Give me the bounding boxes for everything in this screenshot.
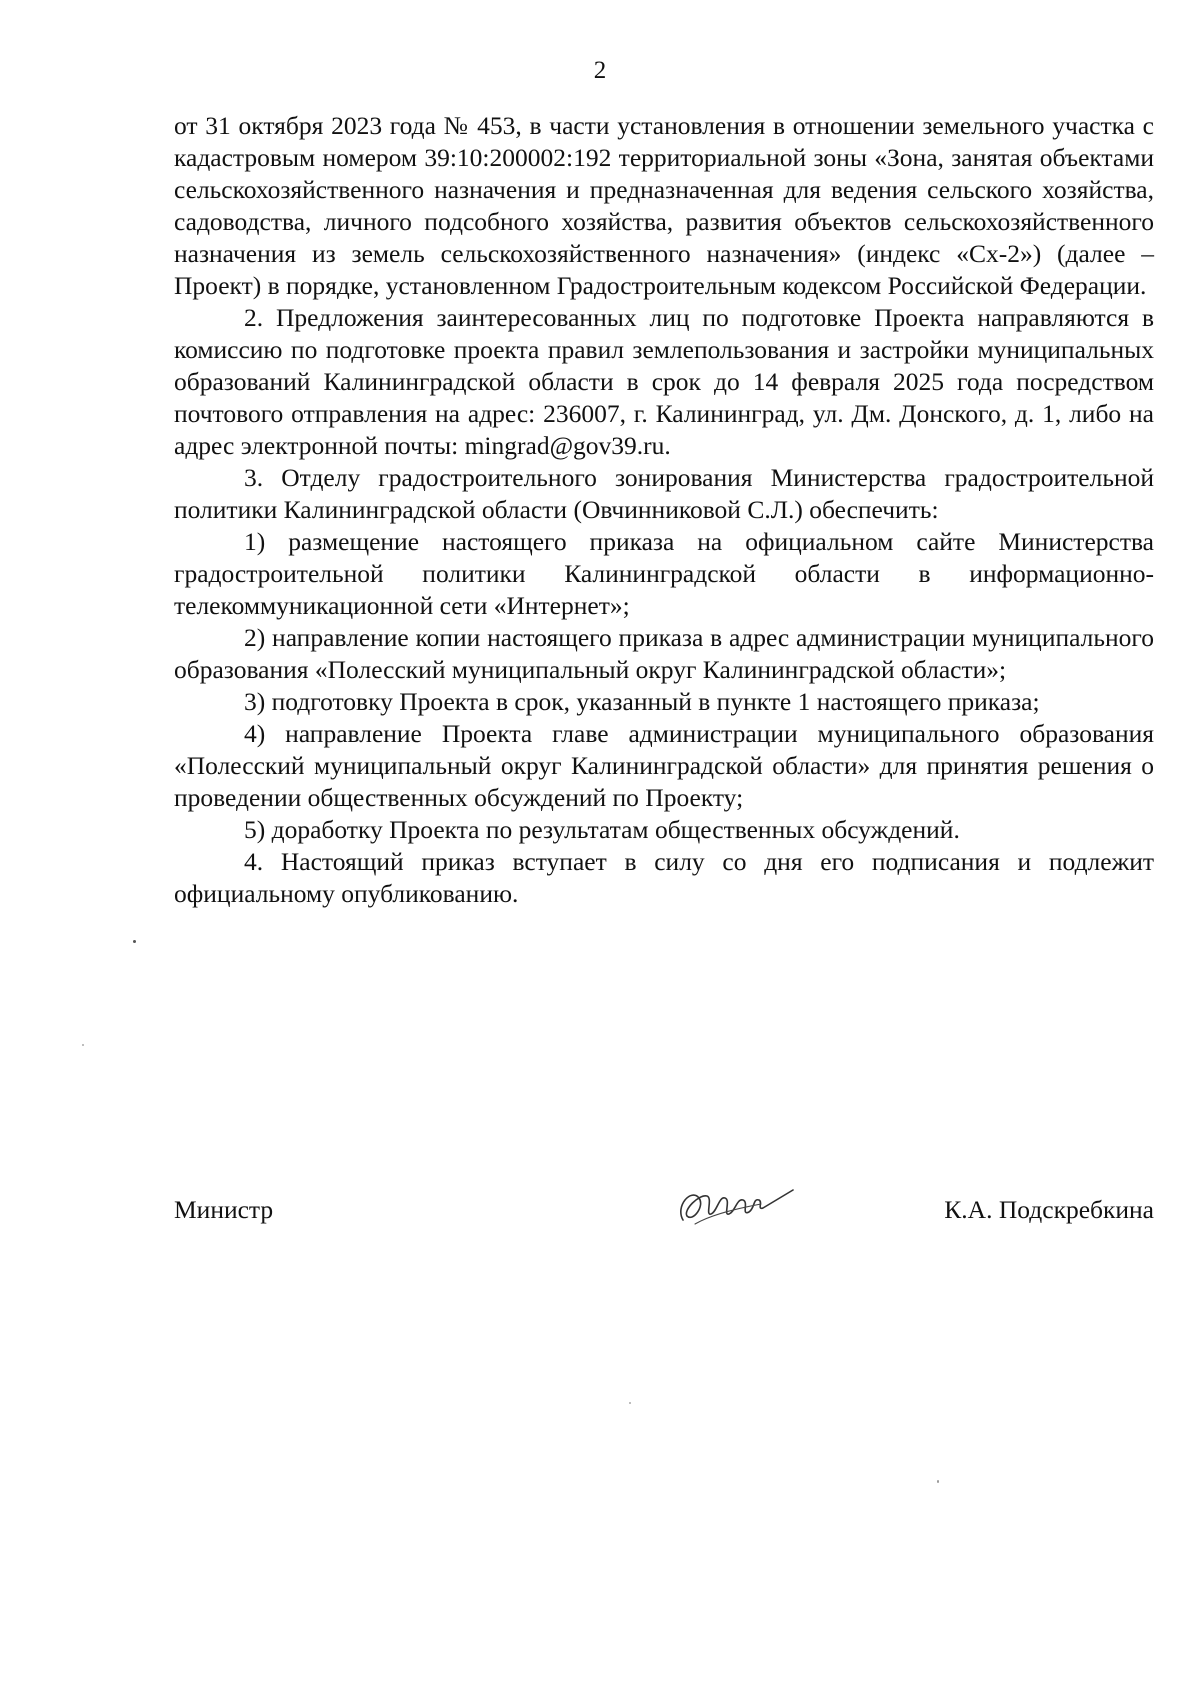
paragraph-continuation: от 31 октября 2023 года № 453, в части установления в отношении земельного участка с кадастровым номером 39:10:200002:192 территориальной зоны «Зона, занятая объектами сельскохозяйственного назначения и предназначенная для ведения сельского хозяйства, садоводства, личного подсобного хозяйства, развития объектов сельскохозяйственного назначения из земель сельскохозяйственного назначения» (индекс «Сх-2») (далее – Проект) в порядке, установленном Градостроительным кодексом Российской Федерации. bbox=[174, 111, 1154, 300]
paragraph-item-4: 4. Настоящий приказ вступает в силу со дня его подписания и подлежит официальному опубликованию. bbox=[174, 847, 1154, 908]
signature-block bbox=[174, 1184, 1154, 1244]
scan-speck bbox=[133, 940, 136, 943]
subitem-4: 4) направление Проекта главе администрации муниципального образования «Полесский муниципальный округ Калининградской области» для принятия решения о проведении общественных обсуждений по Проекту; bbox=[174, 719, 1154, 812]
paragraph-item-3: 3. Отделу градостроительного зонирования Министерства градостроительной политики Калининградской области (Овчинниковой С.Л.) обеспечить: bbox=[174, 463, 1154, 524]
page-number: 2 bbox=[593, 57, 607, 84]
paragraph-item-2: 2. Предложения заинтересованных лиц по подготовке Проекта направляются в комиссию по подготовке проекта правил землепользования и застройки муниципальных образований Калининградской области в срок до 14 февраля 2025 года посредством почтового отправления на адрес: 236007, г. Калининград, ул. Дм. Донского, д. 1, либо на адрес электронной почты: mingrad@gov39.ru. bbox=[174, 303, 1154, 460]
subitem-1: 1) размещение настоящего приказа на официальном сайте Министерства градостроительной политики Калининградской области в информационно-телекоммуникационной сети «Интернет»; bbox=[174, 527, 1154, 620]
scan-speck bbox=[82, 1044, 84, 1046]
subitem-2: 2) направление копии настоящего приказа в адрес администрации муниципального образования «Полесский муниципальный округ Калининградской области»; bbox=[174, 623, 1154, 684]
scan-speck bbox=[937, 1480, 939, 1483]
subitem-5: 5) доработку Проекта по результатам общественных обсуждений. bbox=[244, 815, 960, 844]
document-body bbox=[174, 110, 1154, 910]
handwritten-signature bbox=[669, 1176, 799, 1238]
scan-speck bbox=[629, 1402, 631, 1404]
subitem-3: 3) подготовку Проекта в срок, указанный в пункте 1 настоящего приказа; bbox=[244, 687, 1040, 716]
signatory-name: К.А. Подскребкина bbox=[944, 1195, 1154, 1224]
signatory-title: Министр bbox=[174, 1195, 274, 1224]
